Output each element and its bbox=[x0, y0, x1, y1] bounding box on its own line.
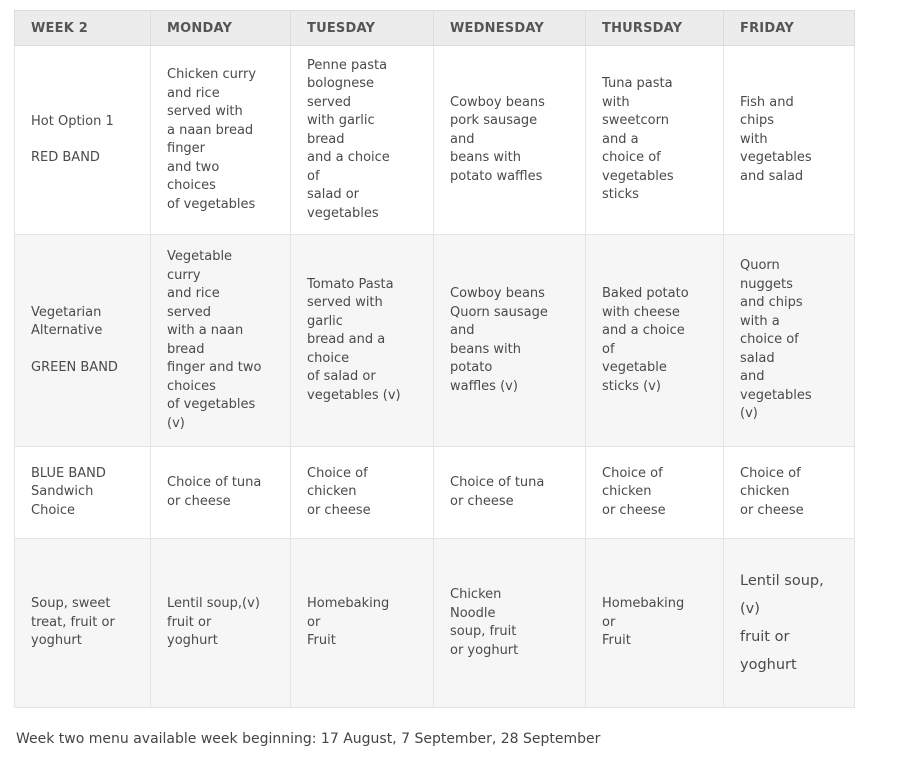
menu-cell-thursday: Tuna pasta with sweetcorn and a choice of vegetables sticks bbox=[586, 46, 724, 235]
menu-cell-tuesday: Penne pasta bolognese served with garlic bread and a choice of salad or vegetables bbox=[291, 46, 434, 235]
menu-cell-friday: Fish and chips with vegetables and salad bbox=[724, 46, 855, 235]
menu-cell-thursday: Baked potato with cheese and a choice of vegetable sticks (v) bbox=[586, 235, 724, 447]
weekly-menu-table bbox=[14, 10, 855, 708]
menu-cell-friday: Lentil soup, (v) fruit or yoghurt bbox=[724, 539, 855, 708]
day-header-thursday: THURSDAY bbox=[586, 11, 724, 46]
row-label-title: Soup, sweet treat, fruit or yoghurt bbox=[31, 596, 115, 649]
menu-row-sandwich bbox=[15, 447, 855, 539]
day-header-tuesday: TUESDAY bbox=[291, 11, 434, 46]
menu-cell-wednesday: Cowboy beans Quorn sausage and beans with potato waffles (v) bbox=[434, 235, 586, 447]
menu-cell-wednesday: Chicken Noodle soup, fruit or yoghurt bbox=[434, 539, 586, 708]
menu-cell-thursday: Homebaking or Fruit bbox=[586, 539, 724, 708]
row-label-title: BLUE BAND Sandwich Choice bbox=[31, 465, 106, 518]
menu-cell-monday: Lentil soup,(v) fruit or yoghurt bbox=[151, 539, 291, 708]
menu-row-soup bbox=[15, 539, 855, 708]
menu-cell-tuesday: Tomato Pasta served with garlic bread and a choice of salad or vegetables (v) bbox=[291, 235, 434, 447]
menu-cell-wednesday: Cowboy beans pork sausage and beans with potato waffles bbox=[434, 46, 586, 235]
menu-row-hot-option bbox=[15, 46, 855, 235]
row-label-band: GREEN BAND bbox=[31, 359, 118, 375]
row-label-title: Hot Option 1 bbox=[31, 113, 114, 129]
menu-availability-note: Week two menu available week beginning: 17 August, 7 September, 28 September bbox=[16, 731, 601, 747]
row-label-band: RED BAND bbox=[31, 150, 100, 165]
day-header-friday: FRIDAY bbox=[724, 11, 855, 46]
menu-cell-tuesday: Homebaking or Fruit bbox=[291, 539, 434, 708]
row-label bbox=[15, 46, 151, 235]
menu-cell-monday: Chicken curry and rice served with a naan bread finger and two choices of vegetables bbox=[151, 46, 291, 235]
menu-cell-monday: Vegetable curry and rice served with a naan bread finger and two choices of vegetables (v) bbox=[151, 235, 291, 447]
week-header: WEEK 2 bbox=[15, 11, 151, 46]
menu-cell-wednesday: Choice of tuna or cheese bbox=[434, 447, 586, 539]
row-label bbox=[15, 235, 151, 447]
menu-cell-friday: Choice of chicken or cheese bbox=[724, 447, 855, 539]
day-header-monday: MONDAY bbox=[151, 11, 291, 46]
row-label-title: Vegetarian Alternative bbox=[31, 304, 103, 339]
menu-cell-friday: Quorn nuggets and chips with a choice of salad and vegetables (v) bbox=[724, 235, 855, 447]
row-label bbox=[15, 447, 151, 539]
day-header-wednesday: WEDNESDAY bbox=[434, 11, 586, 46]
menu-cell-thursday: Choice of chicken or cheese bbox=[586, 447, 724, 539]
header-row bbox=[15, 11, 855, 46]
menu-cell-tuesday: Choice of chicken or cheese bbox=[291, 447, 434, 539]
row-label bbox=[15, 539, 151, 708]
menu-cell-monday: Choice of tuna or cheese bbox=[151, 447, 291, 539]
menu-row-vegetarian bbox=[15, 235, 855, 447]
